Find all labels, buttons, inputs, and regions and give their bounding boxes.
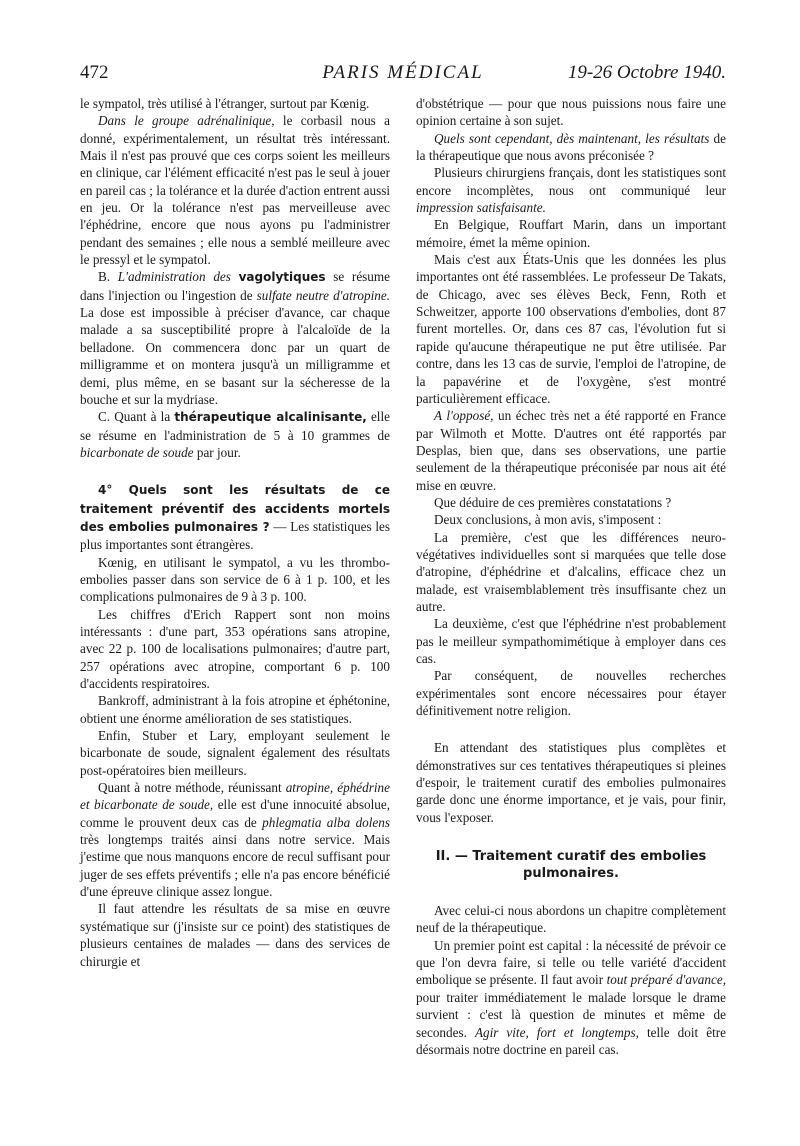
- paragraph: B. L'administration des vagolytiques se résume dans l'injection ou l'ingestion de sulfate neutre d'atropine. La dose est impossible à préciser d'avance, car chaque malade a sa susceptibilité propre à l'alcaloïde de la belladone. On commencera donc par un quart de milligramme et on montera jusqu'à un milligramme et demi, plus même, en se basant sur la sécheresse de la bouche et sur la mydriase.: [80, 269, 391, 407]
- paragraph: C. Quant à la thérapeutique alcalinisante, elle se résume en l'administration de 5 à 10 grammes de bicarbonate de soude par jour.: [80, 409, 390, 460]
- paragraph: Deux conclusions, à mon avis, s'imposent :: [434, 512, 662, 528]
- left-column: [80, 95, 390, 970]
- issue-date: 19-26 Octobre 1940.: [567, 62, 726, 83]
- paragraph: le sympatol, très utilisé à l'étranger, surtout par Kœnig.: [80, 96, 370, 111]
- paragraph: 4° Quels sont les résultats de ce traitement préventif des accidents mortels des embolies pulmonaires ? — Les statistiques les plus importantes sont étrangères.: [80, 483, 390, 553]
- paragraph: En attendant des statistiques plus complètes et démonstratives sur ces tentatives thérapeutiques si pleines d'espoir, le traitement curatif des embolies pulmonaires garde donc une énorme importance, et je vais, pour finir, vous l'exposer.: [416, 740, 726, 825]
- paragraph: Que déduire de ces premières constatations ?: [434, 494, 672, 510]
- right-column: [416, 95, 726, 1058]
- paragraph: Un premier point est capital : la nécessité de prévoir ce que l'on devra faire, si telle ou telle variété d'accident embolique se présente. Il faut avoir tout préparé d'avance, pour traiter immédiatement le malade lorsque le drame survient : c'est là question de minutes et même de secondes. Agir vite, fort et longtemps, telle doit être désormais notre doctrine en pareil cas.: [416, 937, 726, 1057]
- paragraph: A l'opposé, un échec très net a été rapporté en France par Wilmoth et Motte. D'autres ont été rapportés par Desplas, bien que, dans ses observations, une partie seulement de la thérapeutique préconisée par nous ait été mise en œuvre.: [416, 408, 726, 493]
- paragraph: Kœnig, en utilisant le sympatol, a vu les thrombo-embolies passer dans son service de 6 à 1 p. 100, et les complications pulmonaires de 9 à 3 p. 100.: [80, 554, 390, 605]
- paragraph: Enfin, Stuber et Lary, employant seulement le bicarbonate de soude, signalent également des résultats post-opératoires bien meilleurs.: [80, 728, 390, 778]
- paragraph: Quels sont cependant, dès maintenant, les résultats de la thérapeutique que nous avons préconisée ?: [416, 130, 726, 164]
- paragraph: Avec celui-ci nous abordons un chapitre complètement neuf de la thérapeutique.: [416, 903, 726, 936]
- paragraph: La deuxième, c'est que l'éphédrine n'est probablement pas le meilleur sympathomimétique à employer dans ces cas.: [416, 616, 726, 666]
- paragraph: Plusieurs chirurgiens français, dont les statistiques sont encore incomplètes, nous ont communiqué leur impression satisfaisante.: [416, 165, 726, 216]
- paragraph: Mais c'est aux États-Unis que les données les plus importantes ont été rassemblées. Le professeur De Takats, de Chicago, avec ses élèves Beck, Fenn, Roth et Schweitzer, apporte 100 observations d'embolies, dont 87 furent mortelles. Or, dans ces 87 cas, l'évolution fut si rapide qu'aucune thérapeutique ne put être utilisée. Par contre, dans les 13 cas de survie, l'emploi de l'atropine, de la papavérine et de l'oxygène, s'est montré particulièrement efficace.: [416, 252, 726, 406]
- paragraph: Bankroff, administrant à la fois atropine et éphétonine, obtient une énorme amélioration de ses statistiques.: [80, 693, 390, 726]
- paragraph: Quant à notre méthode, réunissant atropine, éphédrine et bicarbonate de soude, elle est d'une innocuité absolue, comme le prouvent deux cas de phlegmatia alba dolens très longtemps traités ainsi dans notre service. Mais j'estime que nous manquons encore de recul suffisant pour juger de ses effets préventifs ; elle n'a pas encore bénéficié d'une épreuve clinique assez longue.: [80, 780, 390, 900]
- page-number: 472: [80, 62, 109, 83]
- paragraph: Les chiffres d'Erich Rappert sont non moins intéressants : d'une part, 353 opérations sans atropine, avec 22 p. 100 de localisations pulmonaires; d'autre part, 257 opérations avec atropine, comportant 6 p. 100 d'accidents respiratoires.: [80, 606, 390, 691]
- page-header: [80, 62, 726, 88]
- paragraph: Par conséquent, de nouvelles recherches expérimentales sont encore nécessaires pour étayer définitivement notre religion.: [416, 668, 726, 719]
- paragraph: d'obstétrique — pour que nous puissions nous faire une opinion certaine à son sujet.: [416, 96, 726, 129]
- journal-title: PARIS MÉDICAL: [322, 62, 484, 83]
- paragraph: Dans le groupe adrénalinique, le corbasil nous a donné, expérimentalement, un résultat très intéressant. Mais il n'est pas prouvé que ces corps soient les meilleurs en clinique, car l'élément efficacité n'est pas le seul à jouer en pareil cas ; la tolérance et la durée d'action entrent aussi en jeu. Or la tolérance n'est pas merveilleuse avec l'éphédrine, encore que nous ayons pu l'administrer pendant des semaines ; elle nous a semblé meilleure avec le pressyl et le sympatol.: [80, 113, 391, 268]
- paragraph: En Belgique, Rouffart Marin, dans un important mémoire, émet la même opinion.: [416, 217, 726, 250]
- section-heading: II. — Traitement curatif des embolies pulmonaires.: [435, 849, 707, 882]
- paragraph: Il faut attendre les résultats de sa mise en œuvre systématique sur (j'insiste sur ce point) des statistiques de plusieurs centaines de malades — dans des services de chirurgie et: [80, 901, 390, 969]
- paragraph: La première, c'est que les différences neuro-végétatives individuelles sont si marquées que telle dose d'atropine, d'éphédrine et d'alcalins, efficace chez un malade, est vraisemblablement très insuffisante chez un autre.: [416, 529, 726, 614]
